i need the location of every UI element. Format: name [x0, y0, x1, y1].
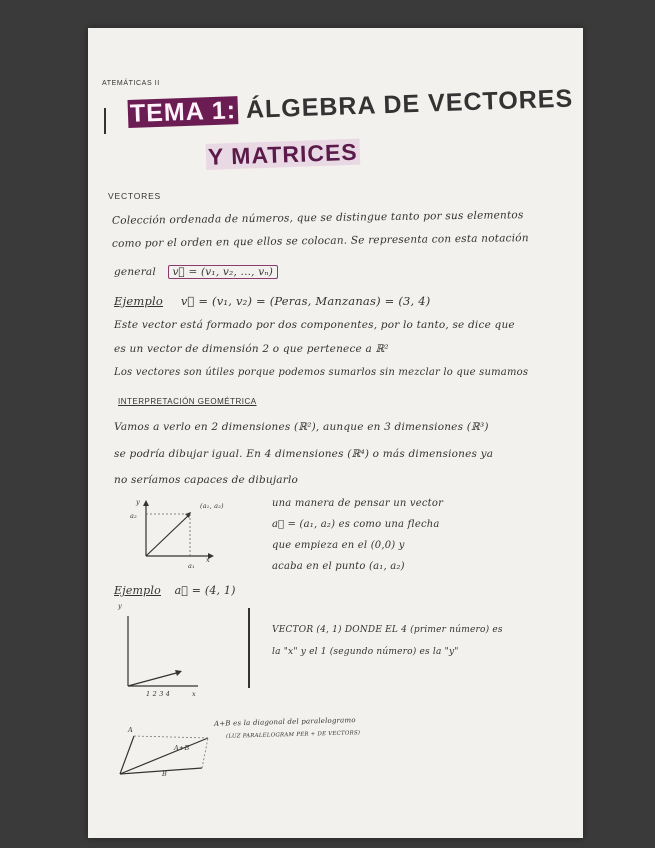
note-line: que empieza en el (0,0) y [272, 540, 405, 551]
vector-diagram-1 [128, 498, 218, 578]
parallelogram-edge [134, 736, 208, 738]
arrowhead-icon [175, 670, 182, 676]
axis-label-y: y [118, 602, 122, 610]
example-label: Ejemplo [114, 294, 164, 308]
paragraph-line: como por el orden en que ellos se colocan. Se representa con esta notación [111, 232, 529, 250]
note-line: acaba en el punto (a₁, a₂) [272, 561, 405, 572]
axis-label-x: x [192, 690, 196, 698]
axis-tick-a1: a₁ [188, 562, 195, 570]
interpretation-line: Vamos a verlo en 2 dimensiones (ℝ²), aunque en 3 dimensiones (ℝ³) [114, 421, 489, 433]
vector-diagram-2 [118, 606, 208, 698]
interpretation-line: no seríamos capaces de dibujarlo [114, 474, 299, 486]
axis-label-x: x [206, 556, 210, 564]
vector-arrow [128, 672, 180, 686]
body-line: es un vector de dimensión 2 o que pertenece a ℝ² [114, 343, 389, 355]
body-line: Los vectores son útiles porque podemos sumarlos sin mezclar lo que sumamos [114, 367, 529, 378]
notebook-page [88, 28, 583, 838]
title-main: ÁLGEBRA DE VECTORES [237, 84, 574, 125]
y-arrow-icon [143, 500, 149, 506]
axis-ticks-x: 1 2 3 4 [146, 690, 171, 698]
example-line [114, 294, 430, 308]
label-a: A [128, 726, 133, 734]
title-tema: TEMA 1: [129, 96, 237, 128]
note-line: la "x" y el 1 (segundo número) es la "y" [272, 647, 459, 657]
axis-label-y: y [136, 498, 140, 506]
paragraph-line: Colección ordenada de números, que se distingue tanto por sus elementos [111, 209, 524, 227]
example-content: v⃗ = (v₁, v₂) = (Peras, Manzanas) = (3, 4) [180, 294, 431, 308]
vector-arrow [146, 514, 190, 556]
interpretation-line: se podría dibujar igual. En 4 dimensiones (ℝ⁴) o más dimensiones ya [114, 448, 494, 460]
example2-label: Ejemplo [114, 584, 161, 597]
note-line: (LUZ PARALELOGRAM PER + DE VECTORS) [225, 730, 361, 740]
label-sum: A+B [174, 744, 190, 752]
page-subtitle [206, 139, 361, 171]
note-line: una manera de pensar un vector [272, 498, 444, 509]
axis-tick-a2: a₂ [130, 512, 137, 520]
point-label: (a₁, a₂) [200, 502, 224, 510]
note-line: a⃗ = (a₁, a₂) es como una flecha [272, 519, 440, 530]
margin-mark [104, 108, 106, 134]
notation-box: v⃗ = (v₁, v₂, ..., vₙ) [168, 265, 279, 279]
page-header: ATEMÁTICAS II [102, 80, 160, 87]
example2-line [114, 584, 236, 597]
general-label: general [114, 266, 156, 278]
body-line: Este vector está formado por dos componentes, por lo tanto, se dice que [114, 319, 515, 331]
title-line2: Y MATRICES [207, 138, 359, 170]
section-heading: VECTORES [108, 191, 162, 201]
note-line: A+B es la diagonal del paralelogramo [213, 716, 356, 728]
label-b: B [162, 770, 167, 778]
vector-a [120, 736, 134, 774]
note-line: VECTOR (4, 1) DONDE EL 4 (primer número) es [272, 625, 503, 635]
page-title [127, 84, 573, 129]
interpretation-heading: INTERPRETACIÓN GEOMÉTRICA [118, 397, 257, 406]
parallelogram-edge [202, 738, 208, 768]
example2-content: a⃗ = (4, 1) [174, 584, 236, 597]
paragraph-line [114, 266, 278, 278]
divider-line [248, 608, 250, 688]
